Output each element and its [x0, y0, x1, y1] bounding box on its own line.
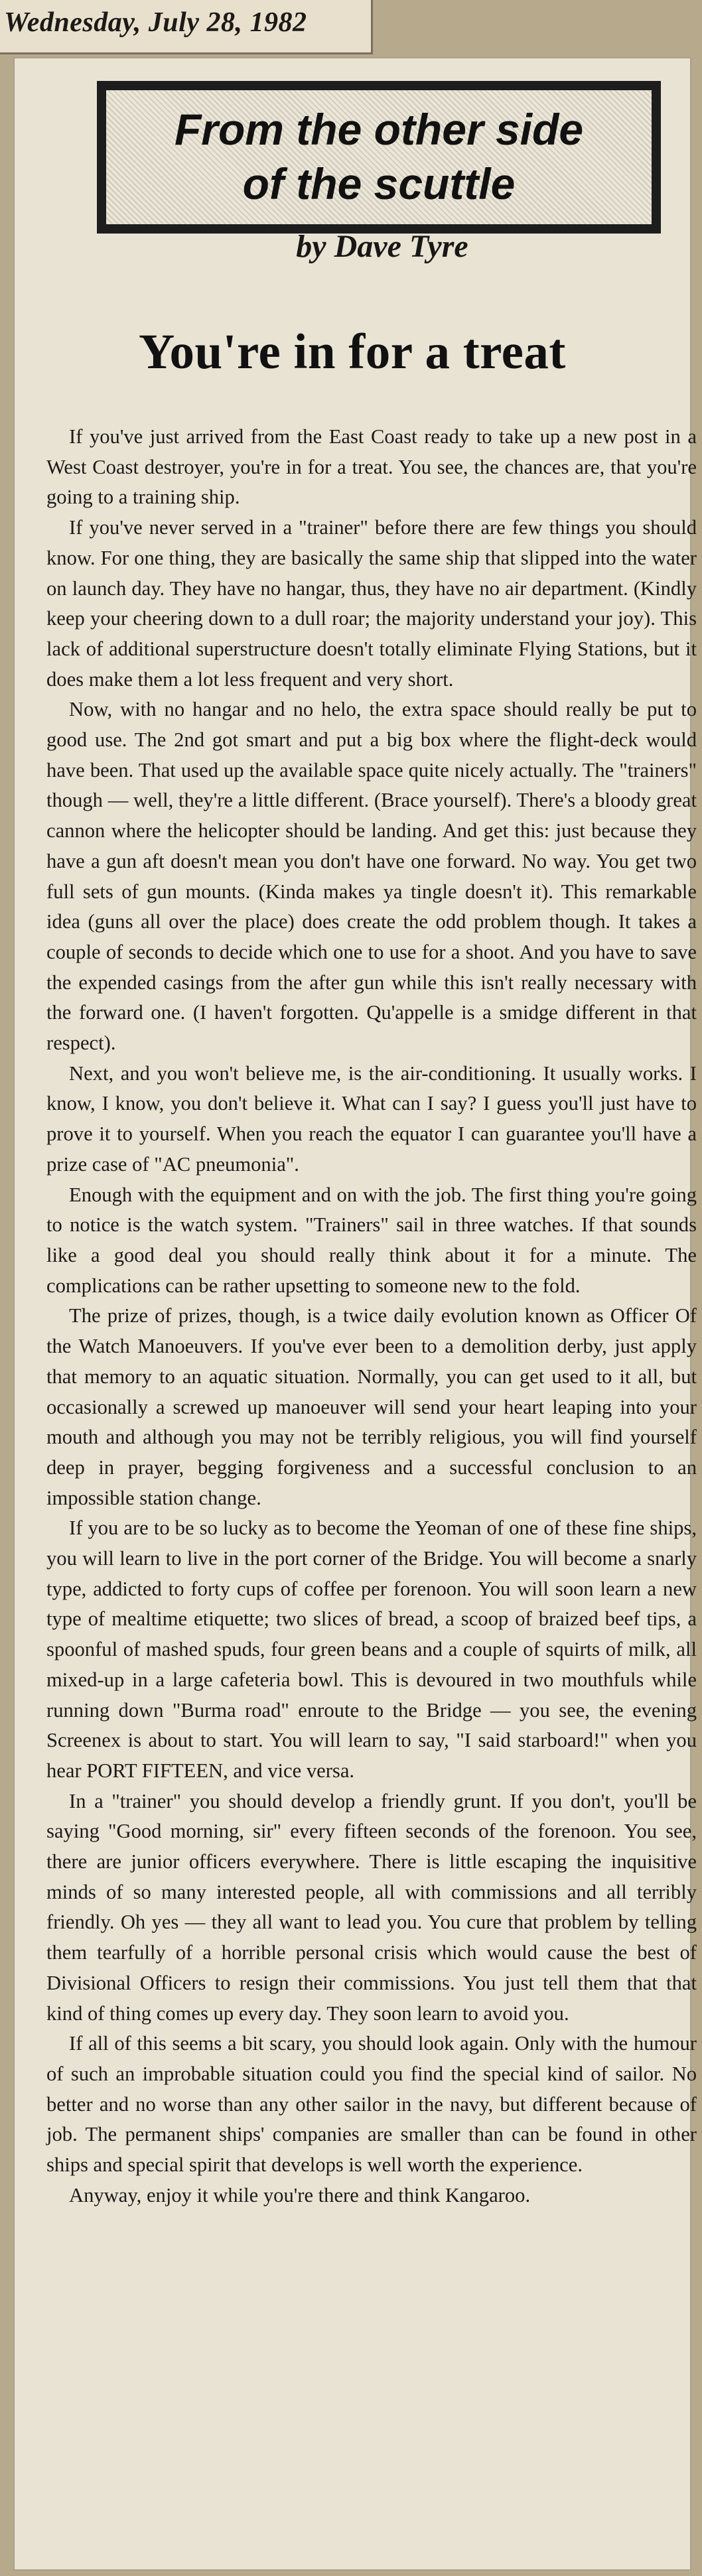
date-tab — [0, 0, 373, 54]
paragraph: In a "trainer" you should develop a friendly grunt. If you don't, you'll be saying "Good morning, sir" every fifteen seconds of the forenoon. You see, there are junior officers everywhere. There is little escaping the inquisitive minds of so many interested people, all with commissions and all terribly friendly. Oh yes — they all want to lead you. You cure that problem by telling them tearfully of a horrible personal crisis which would cause the best of Divisional Officers to resign their commissions. You just tell them that that kind of thing comes up every day. They soon learn to avoid you. — [46, 1789, 697, 2025]
byline: by Dave Tyre — [296, 229, 468, 264]
column-title: From the other side of the scuttle — [174, 105, 584, 208]
paragraph: Next, and you won't believe me, is the air-conditioning. It usually works. I know, I know, you don't believe it. What can I say? I guess you'll just have to prove it to yourself. When you reach the equator I can guarantee you'll have a prize case of "AC pneumonia". — [46, 1061, 697, 1176]
issue-date: Wednesday, July 28, 1982 — [4, 7, 307, 38]
paragraph: Enough with the equipment and on with the job. The first thing you're going to notice is the watch system. "Trainers" sail in three watches. If that sounds like a good deal you should really think about it for a minute. The complications can be rather upsetting to someone new to the fold. — [46, 1183, 697, 1297]
paragraph: If you are to be so lucky as to become the Yeoman of one of these fine ships, you will learn to live in the port corner of the Bridge. You will become a snarly type, addicted to forty cups of coffee per forenoon. You will soon learn a new type of mealtime etiquette; two slices of bread, a scoop of braized beef tips, a spoonful of mashed spuds, four green beans and a couple of squirts of milk, all mixed-up in a large cafeteria bowl. This is devoured in two mouthfuls while running down "Burma road" enroute to the Bridge — you see, the evening Screenex is about to start. You will learn to say, "I said starboard!" when you hear PORT FIFTEEN, and vice versa. — [46, 1517, 697, 1782]
paragraph: The prize of prizes, though, is a twice daily evolution known as Officer Of the Watch Manoeuvers. If you've ever been to a demolition derby, just apply that memory to an aquatic situation. Normally, you can get used to it all, but occasionally a screwed up manoeuver will send your heart leaping into your mouth and although you may not be terribly religious, you will find yourself deep in prayer, begging forgiveness and a successful conclusion to an impossible station change. — [46, 1304, 697, 1509]
newspaper-clipping — [15, 58, 697, 2569]
column-title-box — [97, 81, 661, 234]
article-headline: You're in for a treat — [139, 324, 566, 379]
paragraph: If you've just arrived from the East Coast ready to take up a new post in a West Coast destroyer, you're in for a treat. You see, the chances are, that you're going to a training ship. — [46, 425, 697, 509]
paragraph: If all of this seems a bit scary, you should look again. Only with the humour of such an improbable situation could you find the special kind of sailor. No better and no worse than any other sailor in the navy, but different because of job. The permanent ships' companies are smaller than can be found in other ships and special spirit that develops is well worth the experience. — [46, 2032, 697, 2177]
article-body — [46, 422, 697, 2210]
paragraph: Anyway, enjoy it while you're there and think Kangaroo. — [69, 2183, 531, 2206]
paragraph: If you've never served in a "trainer" before there are few things you should know. For one thing, they are basically the same ship that slipped into the water on launch day. They have no hangar, thus, they have no air department. (Kindly keep your cheering down to a dull roar; the majority understand your joy). This lack of additional superstructure doesn't totally eliminate Flying Stations, but it does make them a lot less frequent and very short. — [46, 516, 697, 691]
paragraph: Now, with no hangar and no helo, the extra space should really be put to good use. The 2nd got smart and put a big box where the flight-deck would have been. That used up the available space quite nicely actually. The "trainers" though — well, they're a little different. (Brace yourself). There's a bloody great cannon where the helicopter should be landing. And get this: just because they have a gun aft doesn't mean you don't have one forward. No way. You get two full sets of gun mounts. (Kinda makes ya tingle doesn't it). This remarkable idea (guns all over the place) does create the odd problem though. It takes a couple of seconds to decide which one to use for a shoot. And you have to save the expended casings from the after gun while this isn't really necessary with the forward one. (I haven't forgotten. Qu'appelle is a smidge different in that respect). — [46, 698, 697, 1055]
